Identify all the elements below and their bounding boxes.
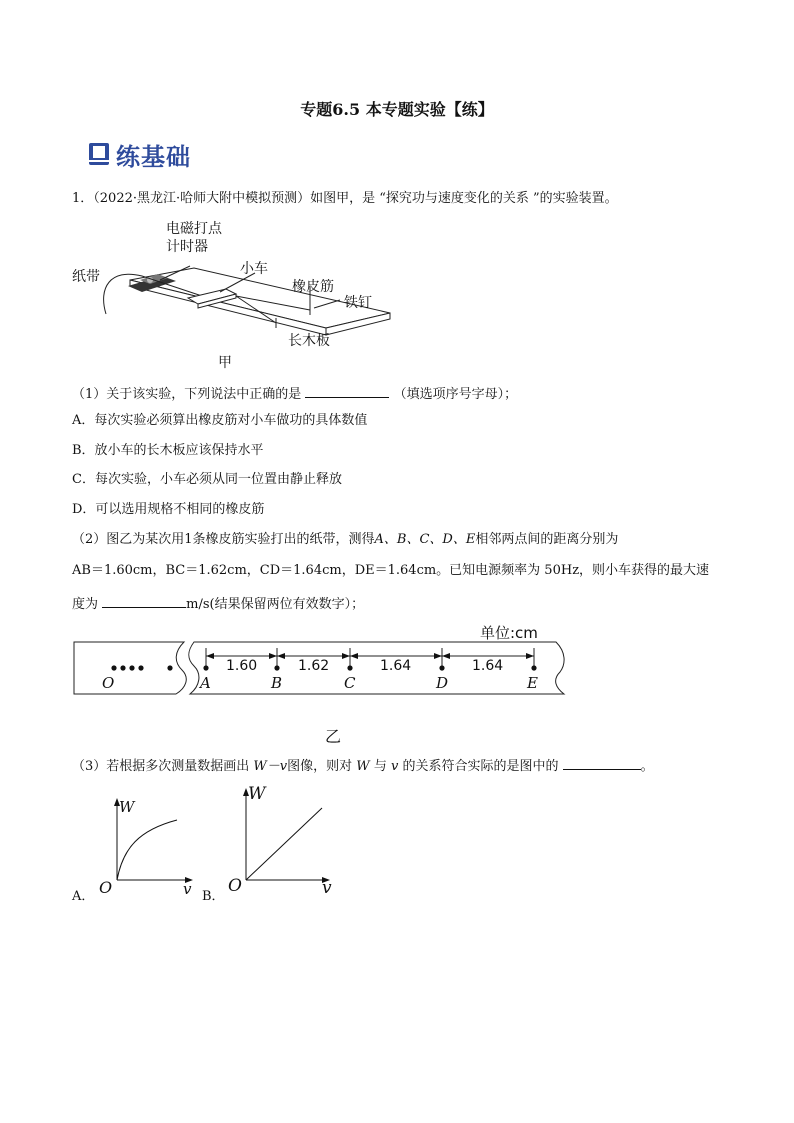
part3-and: 与 (373, 759, 387, 774)
figure-jia (70, 218, 400, 370)
banner-label: 练基础 (116, 142, 191, 171)
graph-b-y-label: W (248, 784, 266, 804)
label-rubber-band: 橡皮筋 (292, 279, 334, 295)
part2-line3 (72, 593, 364, 614)
label-timer-1: 电磁打点 (166, 221, 222, 237)
option-b: B．放小车的长木板应该保持水平 (72, 443, 264, 458)
distance-ab: 1.60 (226, 658, 258, 674)
distance-de: 1.64 (472, 658, 504, 674)
option-c: C．每次实验，小车必须从同一位置由静止释放 (72, 472, 342, 487)
question-intro: 1．（2022·黑龙江·哈师大附中模拟预测）如图甲，是 “探究功与速度变化的关系 ”的实验装置。 (72, 191, 618, 206)
part2-line1-text: （2）图乙为某次用1条橡皮筋实验打出的纸带，测得 (72, 532, 375, 547)
part3-end: 。 (640, 759, 654, 774)
part3-question (72, 755, 654, 776)
graph-a-x-label: v (183, 880, 192, 898)
part2-line1 (72, 531, 618, 549)
part2-line2: AB＝1.60cm，BC＝1.62cm，CD＝1.64cm，DE＝1.64cm。已知电源频率为 50Hz，则小车获得的最大速 (72, 563, 710, 578)
part2-line3-prefix: 度为 (72, 597, 99, 612)
part2-line1-end: 相邻两点间的距离分别为 (475, 532, 619, 547)
part1-prefix: （1）关于该实验，下列说法中正确的是 (72, 387, 302, 402)
part2-unit: m/s (186, 597, 210, 612)
part1-question (72, 383, 517, 404)
graph-a-y-label: W (119, 798, 135, 816)
option-a: A．每次实验必须算出橡皮筋对小车做功的具体数值 (72, 413, 368, 428)
graph-b-origin: O (228, 876, 242, 896)
distance-cd: 1.64 (380, 658, 412, 674)
part2-line3-suffix: (结果保留两位有效数字）； (209, 597, 365, 612)
part3-wv: W－v (253, 759, 288, 774)
tape-unit: 单位:cm (480, 624, 538, 642)
figure-yi (72, 622, 572, 702)
point-d: D (436, 674, 449, 692)
figure-caption-jia: 甲 (218, 355, 232, 371)
part1-suffix: （填选项序号字母）； (393, 387, 518, 402)
figure-caption-yi: 乙 (325, 727, 342, 746)
part3-prefix: （3）若根据多次测量数据画出 (72, 759, 250, 774)
graph-b-option: B． (202, 889, 225, 904)
point-c: C (344, 674, 356, 692)
distance-bc: 1.62 (298, 658, 330, 674)
point-b: B (271, 674, 283, 692)
option-d: D．可以选用规格不相同的橡皮筋 (72, 502, 265, 517)
label-paper-tape: 纸带 (72, 269, 100, 285)
part3-v: v (390, 759, 399, 774)
graph-a-origin: O (99, 878, 113, 897)
point-a: A (200, 674, 211, 692)
graph-b (226, 778, 346, 898)
part1-answer-blank[interactable] (305, 383, 389, 398)
part3-mid: 图像，则对 (287, 759, 353, 774)
part3-w: W (356, 759, 370, 774)
part2-answer-blank[interactable] (102, 593, 186, 608)
graph-a (95, 788, 195, 900)
graph-a-option: A． (72, 889, 95, 904)
part3-answer-blank[interactable] (563, 755, 641, 770)
label-cart: 小车 (240, 261, 268, 277)
section-banner (88, 138, 191, 170)
label-board: 长木板 (288, 333, 330, 349)
page-title: 专题6.5 本专题实验【练】 (300, 100, 494, 119)
book-icon (88, 142, 110, 166)
label-nail: 铁钉 (344, 295, 372, 311)
point-e: E (527, 674, 538, 692)
part3-suffix: 的关系符合实际的是图中的 (402, 759, 559, 774)
label-timer-2: 计时器 (166, 239, 208, 255)
part2-points: A、B、C、D、E (374, 532, 476, 547)
point-o: O (102, 674, 115, 692)
graph-b-x-label: v (322, 878, 332, 898)
